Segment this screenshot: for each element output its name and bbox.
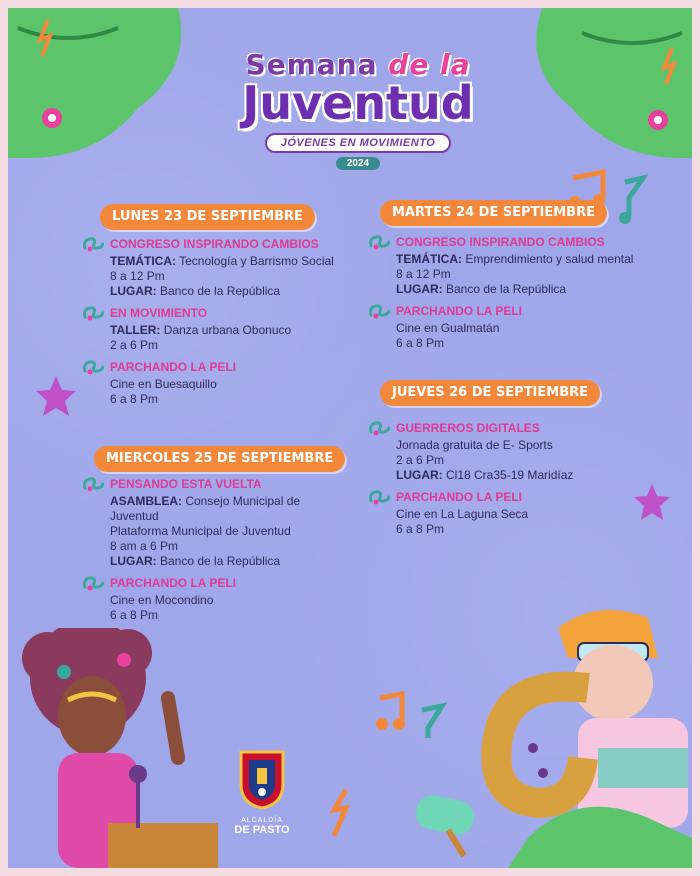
event-item [82,575,300,629]
event-bullet-icon [368,303,390,319]
popsicle-icon [408,790,488,860]
event-detail-text: Consejo Municipal de [182,494,301,508]
day-banner-miercoles: MIERCOLES 25 DE SEPTIEMBRE [94,446,345,472]
event-detail-text: Plataforma Municipal de Juventud [110,524,291,538]
event-bullet-icon [82,236,104,252]
event-detail-line [368,282,633,297]
event-bullet-icon [368,420,390,436]
event-detail-text: Banco de la República [156,554,281,568]
event-detail-text: Tecnología y Barrismo Social [176,254,334,268]
event-title [82,575,300,591]
event-title-text: PARCHANDO LA PELI [396,489,522,504]
logo-text-alcaldia: ALCALDÍA [241,817,283,824]
event-title-text: CONGRESO INSPIRANDO CAMBIOS [396,234,605,249]
event-title-text: PENSANDO ESTA VUELTA [110,476,262,491]
event-detail-text: 2 a 6 Pm [110,338,159,352]
day-banner-lunes: LUNES 23 DE SEPTIEMBRE [100,204,315,230]
event-detail-line [368,453,573,468]
event-detail-line [82,554,300,569]
event-title-text: GUERREROS DIGITALES [396,420,540,435]
event-detail-text: 2 a 6 Pm [396,453,445,467]
event-detail-text: Emprendimiento y salud mental [462,252,634,266]
event-bullet-icon [82,575,104,591]
star-left-icon [34,374,78,418]
event-title [368,489,573,505]
event-detail-line [82,494,300,509]
event-title-text: PARCHANDO LA PELI [110,359,236,374]
title-line-2: Juventud [242,76,474,130]
event-bullet-icon [368,489,390,505]
star-right-icon [632,482,672,522]
event-detail-text: Cl18 Cra35-19 Maridíaz [442,468,574,482]
event-detail-line [82,377,334,392]
event-detail-text: Cine en Buesaquillo [110,377,217,391]
event-bullet-icon [368,234,390,250]
leaves-top-right-decoration [522,8,692,168]
event-title [82,476,300,492]
event-poster [8,8,692,868]
day-banner-martes: MARTES 24 DE SEPTIEMBRE [380,200,607,226]
bottom-music-notes-icon [372,688,452,748]
event-item [368,303,633,357]
event-detail-label: LUGAR: [110,284,157,298]
event-detail-line [82,254,334,269]
event-detail-line [82,284,334,299]
event-detail-text: 6 a 8 Pm [396,336,445,350]
event-detail-text: Banco de la República [442,282,567,296]
event-detail-label: TEMÁTICA: [396,252,462,266]
title-subtitle: JÓVENES EN MOVIMIENTO [265,133,452,153]
event-detail-line [368,321,633,336]
event-detail-label: LUGAR: [110,554,157,568]
event-detail-text: 6 a 8 Pm [110,608,159,622]
event-item [368,234,633,303]
event-detail-text: Danza urbana Obonuco [160,323,292,337]
event-detail-line [82,608,300,623]
event-item [82,476,300,575]
event-detail-label: TEMÁTICA: [110,254,176,268]
alcaldia-logo [232,748,292,836]
poster-title [208,48,508,170]
title-semana: Semana [245,48,389,81]
event-detail-label: LUGAR: [396,468,443,482]
event-detail-label: TALLER: [110,323,161,337]
schedule-miercoles [82,476,300,629]
event-bullet-icon [82,359,104,375]
event-detail-text: Cine en Gualmatán [396,321,500,335]
event-detail-line [368,438,573,453]
event-detail-line [368,522,573,537]
event-title [368,420,573,436]
event-item [82,305,334,359]
event-detail-text: Jornada gratuita de E- Sports [396,438,553,452]
event-detail-line [82,338,334,353]
coat-of-arms-icon [237,748,287,810]
event-title-text: PARCHANDO LA PELI [110,575,236,590]
event-item [368,489,573,543]
title-de-la: de la [388,48,471,81]
event-detail-line [82,509,300,524]
event-title [368,234,633,250]
event-title-text: CONGRESO INSPIRANDO CAMBIOS [110,236,319,251]
event-detail-text: 6 a 8 Pm [396,522,445,536]
event-detail-line [82,539,300,554]
event-detail-line [368,267,633,282]
event-detail-line [82,524,300,539]
event-detail-line [82,269,334,284]
event-detail-line [368,252,633,267]
day-banner-jueves: JUEVES 26 DE SEPTIEMBRE [380,380,600,406]
event-bullet-icon [82,476,104,492]
event-detail-line [368,468,573,483]
leaves-top-left-decoration [8,8,198,168]
event-title [368,303,633,319]
event-bullet-icon [82,305,104,321]
event-item [82,359,334,413]
event-detail-line [82,392,334,407]
event-detail-text: Cine en La Laguna Seca [396,507,529,521]
event-title [82,236,334,252]
girl-illustration [8,628,228,868]
event-detail-line [82,593,300,608]
event-detail-label: LUGAR: [396,282,443,296]
event-detail-text: 8 a 12 Pm [110,269,165,283]
event-title [82,359,334,375]
event-detail-text: 6 a 8 Pm [110,392,159,406]
event-title-text: EN MOVIMIENTO [110,305,208,320]
event-detail-line [82,323,334,338]
schedule-lunes [82,236,334,413]
event-detail-text: Banco de la República [156,284,281,298]
event-detail-line [368,507,573,522]
logo-text-pasto: DE PASTO [234,824,290,836]
event-title-text: PARCHANDO LA PELI [396,303,522,318]
event-detail-text: 8 a 12 Pm [396,267,451,281]
event-title [82,305,334,321]
schedule-martes [368,234,633,357]
lightning-icon [324,788,364,838]
event-item [368,420,573,489]
event-detail-text: Juventud [110,509,159,523]
event-item [82,236,334,305]
event-detail-label: ASAMBLEA: [110,494,182,508]
event-detail-line [368,336,633,351]
schedule-jueves [368,420,573,543]
event-detail-text: Cine en Mocondino [110,593,214,607]
title-year-badge: 2024 [336,157,380,170]
event-detail-text: 8 am a 6 Pm [110,539,179,553]
